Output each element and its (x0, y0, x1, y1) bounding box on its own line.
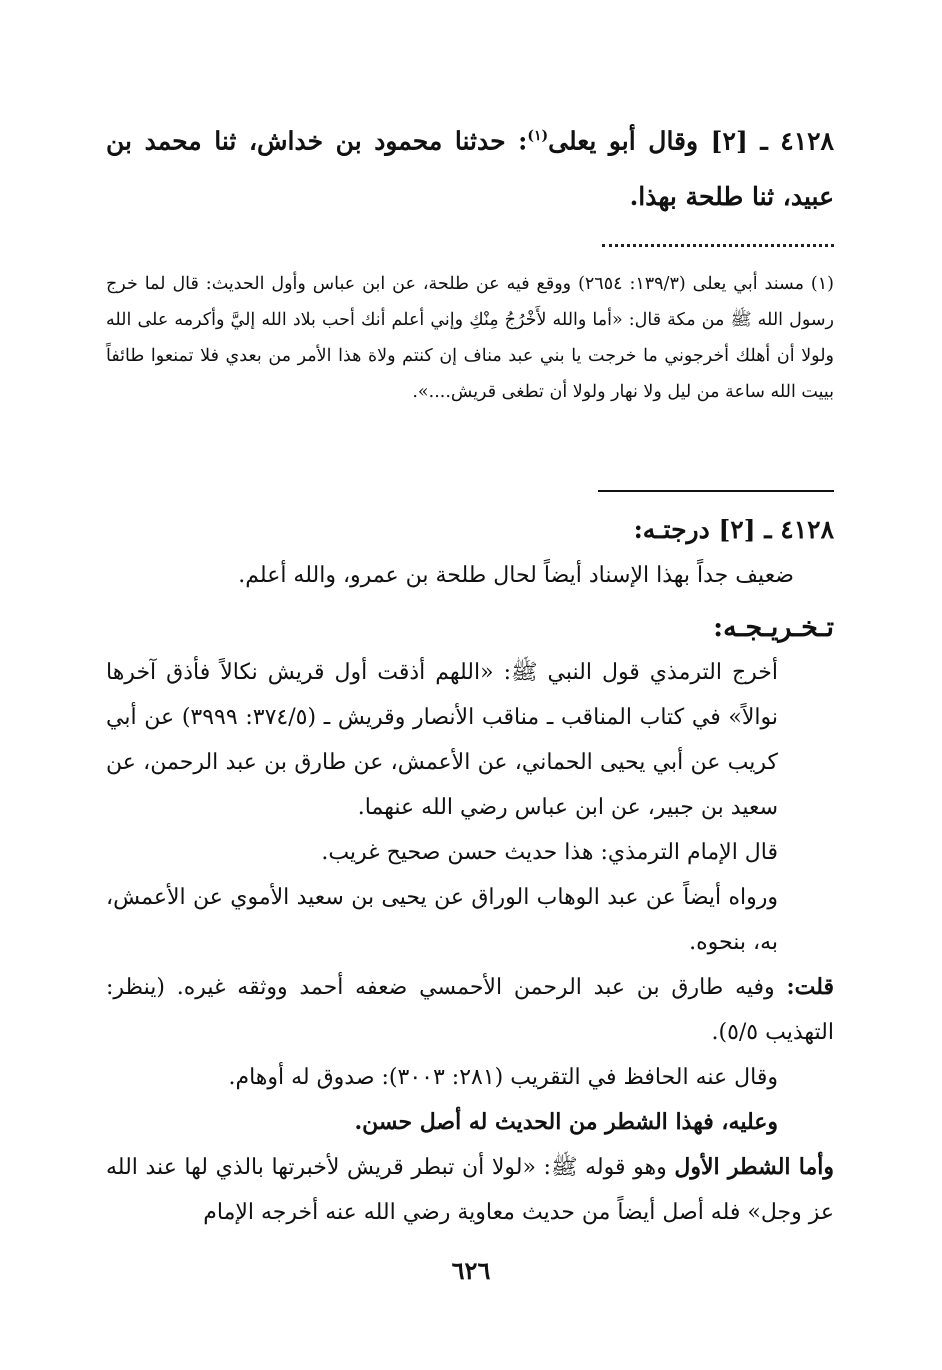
paragraph-lead: قلت: (786, 974, 834, 1000)
takhrij-paragraph (106, 965, 834, 1055)
takhrij-paragraph: وعليه، فهذا الشطر من الحديث له أصل حسن. (354, 1109, 778, 1135)
page-number: ٦٢٦ (451, 1256, 491, 1285)
paragraph-text: وفيه طارق بن عبد الرحمن الأحمسي ضعفه أحمد ووثقه غيره. (ينظر: التهذيب ٥/٥). (106, 975, 834, 1045)
grading-title: ٤١٢٨ ـ [٢] درجتـه: (633, 515, 834, 544)
section-separator (598, 490, 834, 492)
takhrij-paragraph: قال الإمام الترمذي: هذا حديث حسن صحيح غريب. (321, 840, 778, 865)
takhrij-paragraph: وقال عنه الحافظ في التقريب (٢٨١: ٣٠٠٣): صدوق له أوهام. (228, 1065, 778, 1090)
takhrij-body (106, 650, 834, 1235)
footnote-reference: (١) (527, 128, 549, 144)
paragraph-lead: وأما الشطر الأول (674, 1154, 835, 1180)
hadith-text-start: ٤١٢٨ ـ [٢] وقال أبو يعلى (548, 126, 834, 156)
footnote-divider (602, 236, 834, 247)
footnote: (١) مسند أبي يعلى (١٣٩/٣: ٢٦٥٤) ووقع فيه عن طلحة، عن ابن عباس وأول الحديث: قال لما خرج رسول الله ﷺ من مكة قال: «أما والله لأَخْرُجُ مِنْكِ وإني أعلم أنك أحب بلاد الله إليَّ وأكرمه على الله ولولا أن أهلك أخرجوني ما خرجت يا بني عبد مناف إن كنتم ولاة هذا الأمر من بعدي فلا تمنعوا طائفاً بييت الله ساعة من ليل ولا نهار ولولا أن تطغى قريش....». (106, 274, 834, 402)
takhrij-paragraph: أخرج الترمذي قول النبي ﷺ: «اللهم أذقت أول قريش نكالاً فأذق آخرها نوالاً» في كتاب المناقب ـ مناقب الأنصار وقريش ـ (٣٧٤/٥: ٣٩٩٩) عن أبي كريب عن أبي يحيى الحماني، عن الأعمش، عن طارق بن عبد الرحمن، عن سعيد بن جبير، عن ابن عباس رضي الله عنهما. (106, 660, 779, 820)
takhrij-paragraph (106, 1145, 834, 1235)
main-hadith (106, 108, 834, 225)
paragraph-text: وهو قوله ﷺ: «لولا أن تبطر قريش لأخبرتها بالذي لها عند الله عز وجل» فله أصل أيضاً من حديث معاوية رضي الله عنه أخرجه الإمام (106, 1155, 834, 1225)
grading-text: ضعيف جداً بهذا الإسناد أيضاً لحال طلحة بن عمرو، والله أعلم. (238, 563, 794, 588)
takhrij-paragraph: ورواه أيضاً عن عبد الوهاب الوراق عن يحيى بن سعيد الأموي عن الأعمش، به، بنحوه. (106, 885, 778, 955)
hadith-text-end: : حدثنا محمود بن خداش، ثنا محمد بن عبيد، ثنا طلحة بهذا. (106, 126, 834, 212)
takhrij-title: تـخـريـجـه: (713, 612, 834, 643)
